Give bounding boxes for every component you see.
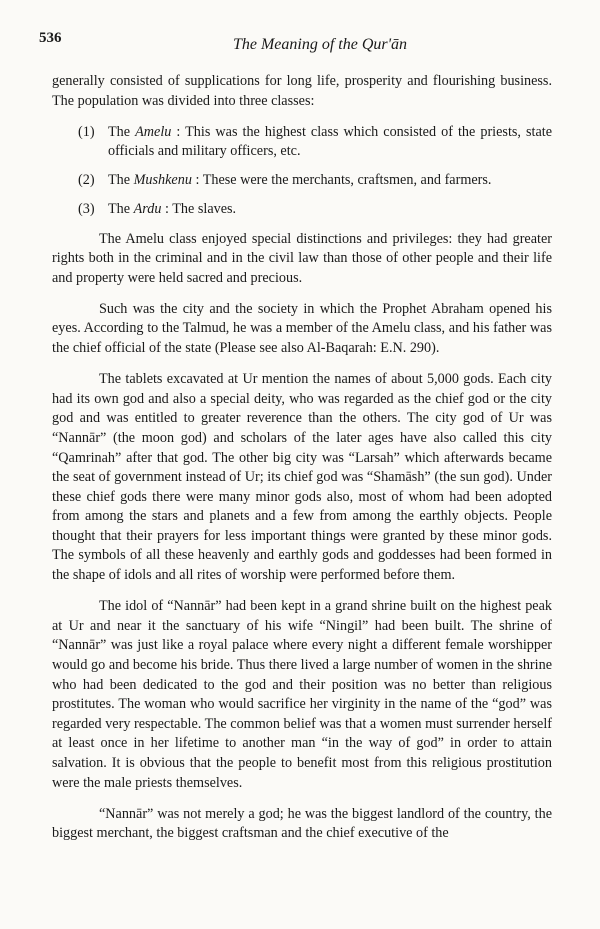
- body-paragraph: Such was the city and the society in which the Prophet Abraham opened his eyes. According to the Talmud, he was a member of the Amelu class, and his father was the chief official of the state (Please see also Al-Baqarah: E.N. 290).: [52, 300, 552, 357]
- body-paragraph: The tablets excavated at Ur mention the names of about 5,000 gods. Each city had its own god and also a special deity, who was regarded as the chief god or the city god and was entitled to greater reverence than the others. The city god of Ur was “Nannār” (the moon god) and scholars of the later ages have also called this city “Qamrinah” after that god. The other big city was “Larsah” which afterwards became the seat of government instead of Ur; its chief god was “Shamāsh” (the sun god). Under these chief gods there were many minor gods also, most of whom had been adopted from among the stars and planets and a few from among the earthly objects. People thought that their prayers for less important things were granted by these minor gods. The symbols of all these heavenly and earthly gods and goddesses had been formed in the shape of idols and all rites of worship were performed before them.: [52, 371, 552, 584]
- page-body: [52, 72, 552, 855]
- list-rest: : This was the highest class which consisted of the priests, state officials and military officers, etc.: [108, 123, 552, 160]
- list-item: [52, 200, 552, 220]
- list-prefix: The: [108, 172, 134, 189]
- list-number: (1): [78, 123, 95, 140]
- list-text: [108, 200, 552, 220]
- list-item: [52, 123, 552, 162]
- class-list: [52, 123, 552, 220]
- list-number: (2): [78, 172, 95, 189]
- list-rest: : The slaves.: [161, 201, 237, 218]
- list-prefix: The: [108, 201, 134, 218]
- list-number: (3): [78, 201, 95, 218]
- list-rest: : These were the merchants, craftsmen, and farmers.: [191, 172, 492, 189]
- body-paragraph: The Amelu class enjoyed special distinctions and privileges: they had greater rights both in the criminal and in the civil law than those of other people and their life and property were held sacred and precious.: [52, 230, 552, 286]
- body-paragraph: The idol of “Nannār” had been kept in a grand shrine built on the highest peak at Ur and near it the sanctuary of his wife “Ningil” had been built. The shrine of “Nannār” was just like a royal palace where every night a different female worshipper would go and become his bride. Thus there lived a large number of women in the shrine who had been dedicated to the god and their position was no better than religious prostitutes. The woman who would sacrifice her virginity in the name of the “god” was regarded very respectable. The common belief was that a women must surrender herself at least once in her lifetime to another man “in the way of god” in order to attain salvation. It is obvious that the people to benefit most from this religious prostitution were the male priests themselves.: [52, 598, 552, 791]
- class-term: Ardu: [133, 201, 162, 218]
- class-term: Mushkenu: [133, 172, 192, 189]
- intro-paragraph: generally consisted of supplications for long life, prosperity and flourishing business. The population was divided into three classes:: [52, 73, 552, 109]
- list-text: [108, 123, 552, 162]
- body-paragraph: “Nannār” was not merely a god; he was the biggest landlord of the country, the biggest merchant, the biggest craftsman and the chief executive of the: [52, 805, 552, 842]
- class-term: Amelu: [135, 123, 172, 140]
- page-number: 536: [39, 30, 62, 46]
- running-head: The Meaning of the Qur'ān: [232, 36, 408, 53]
- list-item: [52, 171, 552, 191]
- list-text: [108, 171, 552, 191]
- list-prefix: The: [108, 123, 136, 140]
